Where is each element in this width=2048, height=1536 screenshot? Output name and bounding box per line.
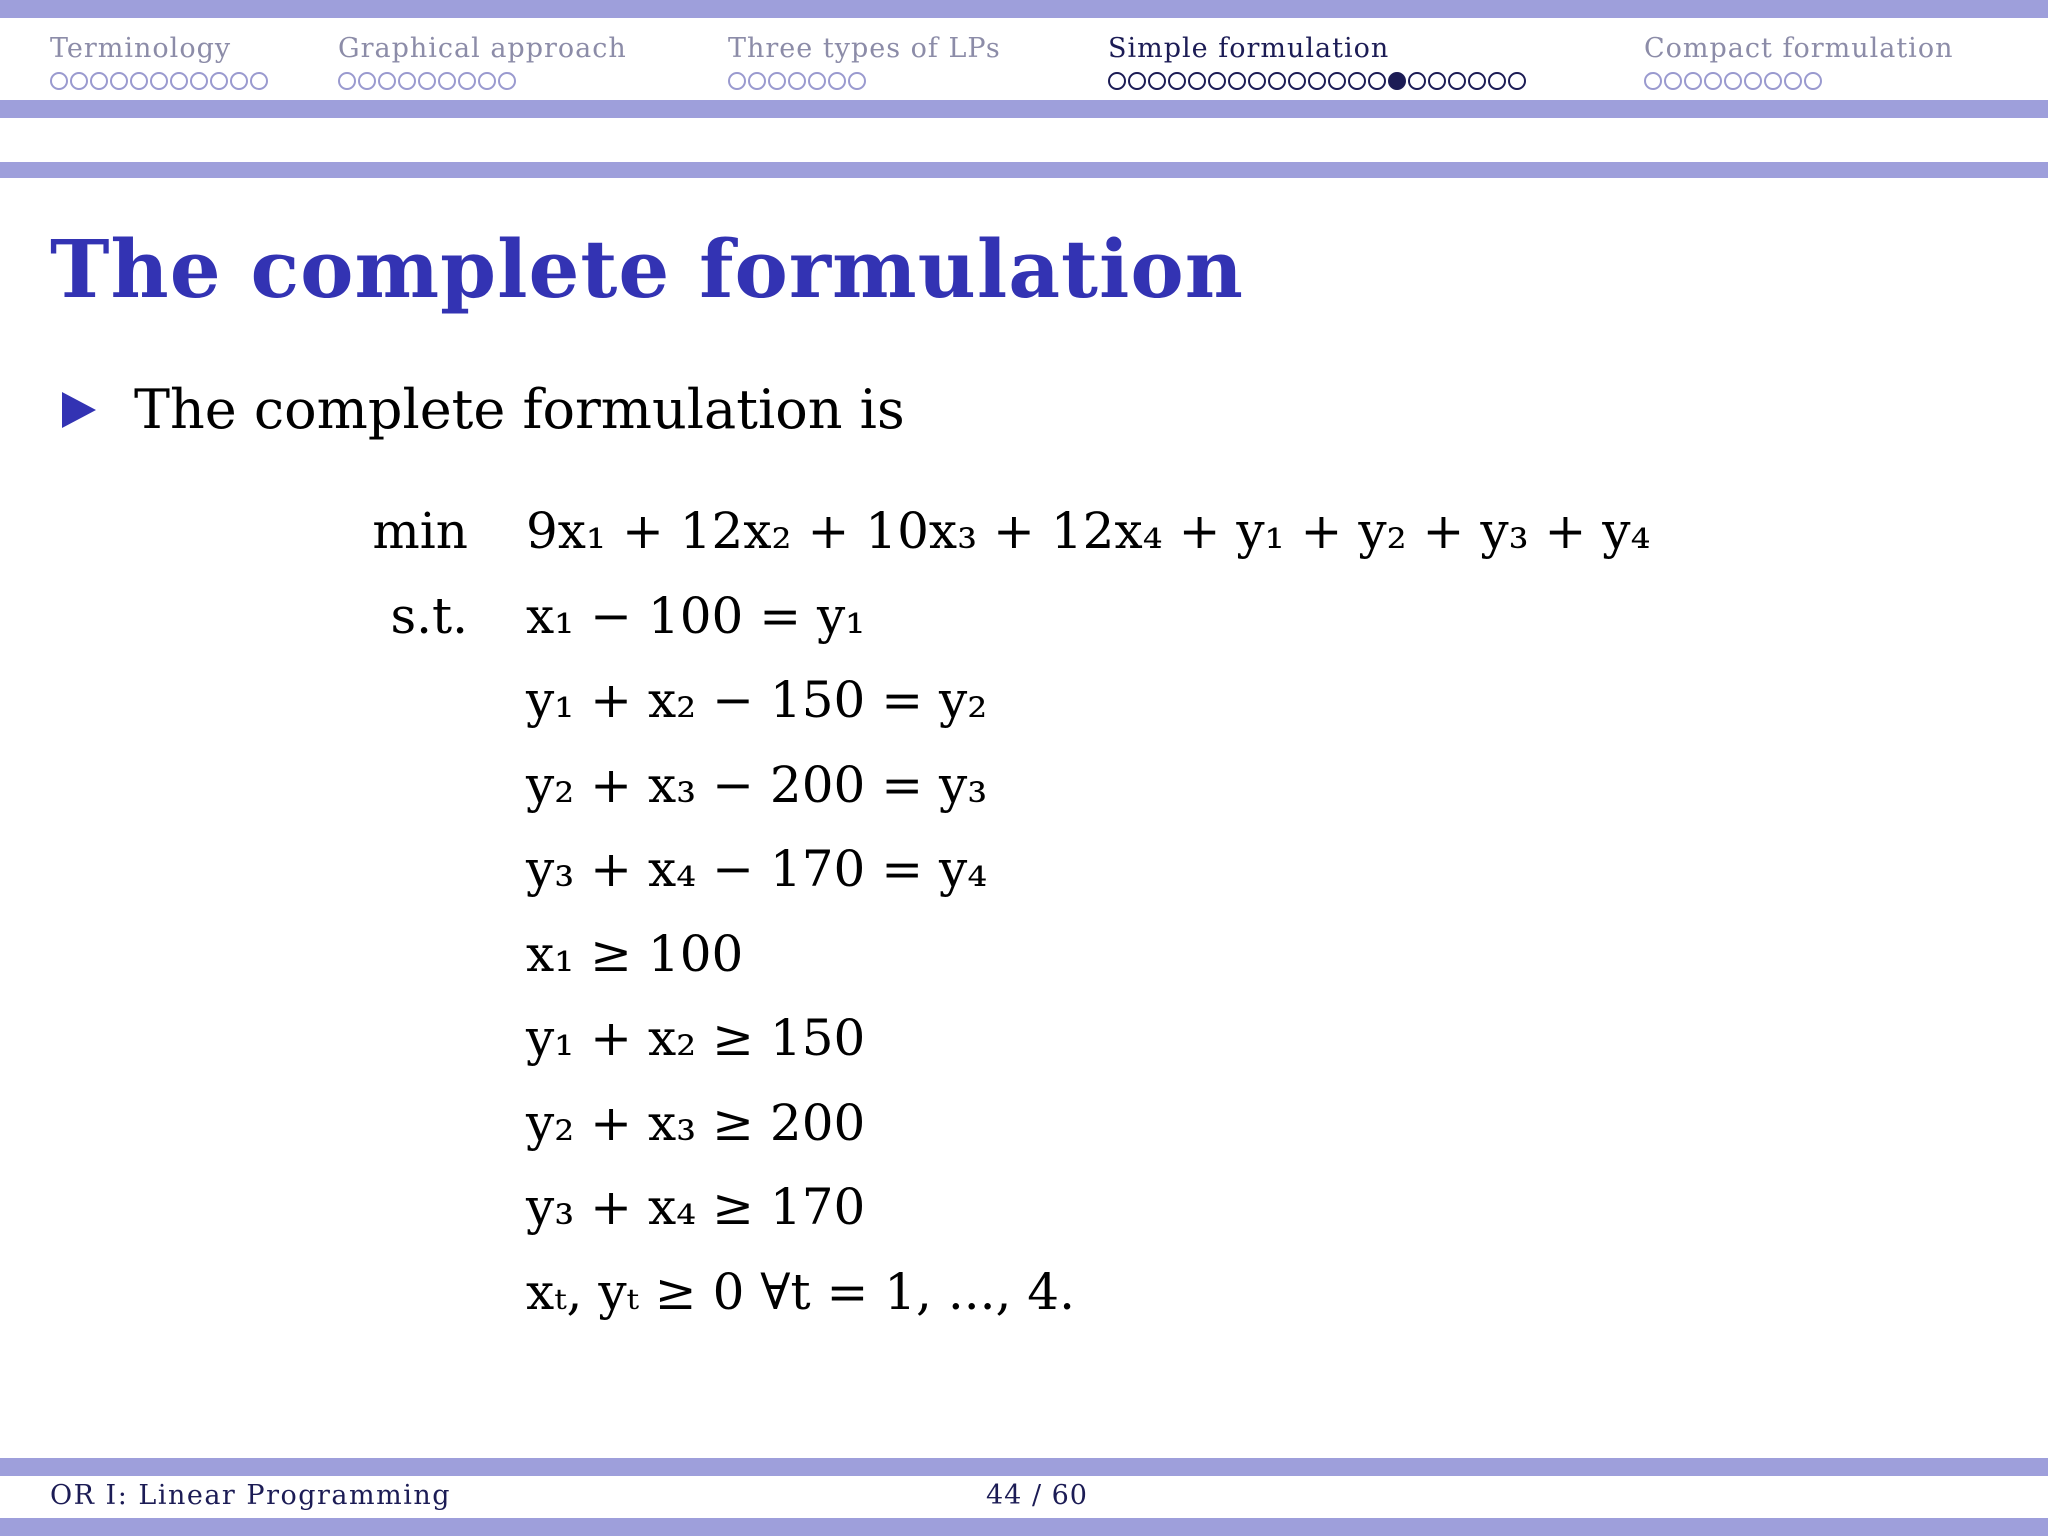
section-navigation bbox=[0, 32, 2048, 100]
nav-dot[interactable] bbox=[1308, 72, 1326, 90]
nav-dot[interactable] bbox=[1644, 72, 1662, 90]
nav-section-label: Terminology bbox=[50, 33, 232, 64]
objective-expression: 9x₁ + 12x₂ + 10x₃ + 12x₄ + y₁ + y₂ + y₃ + y₄ bbox=[526, 502, 1651, 560]
title-band bbox=[0, 162, 2048, 178]
constraints-label: s.t. bbox=[390, 586, 468, 645]
constraint-expression: y₂ + x₃ ≥ 200 bbox=[526, 1093, 866, 1152]
lp-formulation bbox=[300, 496, 1800, 1341]
nav-dot[interactable] bbox=[338, 72, 356, 90]
nav-dot[interactable] bbox=[1428, 72, 1446, 90]
nav-dot[interactable] bbox=[458, 72, 476, 90]
bullet-text: The complete formulation is bbox=[134, 378, 905, 441]
nav-section-dots bbox=[338, 70, 627, 92]
nav-dot[interactable] bbox=[1368, 72, 1386, 90]
nav-dot[interactable] bbox=[1684, 72, 1702, 90]
constraint-expression: x₁ ≥ 100 bbox=[526, 924, 744, 983]
nav-dot[interactable] bbox=[1744, 72, 1762, 90]
nav-dot[interactable] bbox=[378, 72, 396, 90]
nav-dot[interactable] bbox=[478, 72, 496, 90]
constraint-row bbox=[300, 665, 1800, 750]
bullet-item bbox=[62, 378, 905, 441]
constraint-row bbox=[300, 919, 1800, 1004]
nav-dot[interactable] bbox=[1148, 72, 1166, 90]
nav-dot[interactable] bbox=[70, 72, 88, 90]
nav-dot[interactable] bbox=[808, 72, 826, 90]
nav-dot[interactable] bbox=[1208, 72, 1226, 90]
nav-dot[interactable] bbox=[748, 72, 766, 90]
nav-dot[interactable] bbox=[90, 72, 108, 90]
nav-dot[interactable] bbox=[1468, 72, 1486, 90]
constraint-row bbox=[300, 1257, 1800, 1342]
nav-dot-current[interactable] bbox=[1388, 72, 1406, 90]
nav-dot[interactable] bbox=[190, 72, 208, 90]
constraint-row bbox=[300, 1003, 1800, 1088]
objective-row bbox=[300, 496, 1800, 581]
nav-dot[interactable] bbox=[398, 72, 416, 90]
nav-dot[interactable] bbox=[130, 72, 148, 90]
constraint-expression: y₁ + x₂ − 150 = y₂ bbox=[526, 671, 988, 729]
nav-dot[interactable] bbox=[828, 72, 846, 90]
header-band-top bbox=[0, 0, 2048, 18]
nav-dot[interactable] bbox=[1804, 72, 1822, 90]
nav-dot[interactable] bbox=[230, 72, 248, 90]
header-band-bottom bbox=[0, 100, 2048, 118]
nav-section-label: Graphical approach bbox=[338, 33, 627, 64]
nav-section-label: Simple formulation bbox=[1108, 33, 1390, 64]
nav-dot[interactable] bbox=[438, 72, 456, 90]
constraint-expression: x₁ − 100 = y₁ bbox=[526, 586, 866, 645]
nav-dot[interactable] bbox=[358, 72, 376, 90]
nav-section-dots bbox=[1108, 70, 1526, 92]
nav-dot[interactable] bbox=[728, 72, 746, 90]
nav-dot[interactable] bbox=[150, 72, 168, 90]
constraint-row bbox=[300, 1172, 1800, 1257]
nav-dot[interactable] bbox=[1508, 72, 1526, 90]
constraint-row bbox=[300, 1088, 1800, 1173]
nav-section-dots bbox=[1644, 70, 1953, 92]
nav-dot[interactable] bbox=[1408, 72, 1426, 90]
constraint-expression: y₃ + x₄ ≥ 170 bbox=[526, 1178, 866, 1236]
nav-dot[interactable] bbox=[1348, 72, 1366, 90]
nav-section-dots bbox=[728, 70, 1001, 92]
nav-dot[interactable] bbox=[1288, 72, 1306, 90]
constraint-row bbox=[300, 750, 1800, 835]
constraint-expression: y₂ + x₃ − 200 = y₃ bbox=[526, 755, 988, 814]
nav-section-terminology[interactable] bbox=[50, 32, 268, 92]
constraint-row bbox=[300, 834, 1800, 919]
footer-course-title: OR I: Linear Programming bbox=[50, 1480, 452, 1511]
nav-dot[interactable] bbox=[1228, 72, 1246, 90]
nav-dot[interactable] bbox=[1328, 72, 1346, 90]
nav-dot[interactable] bbox=[1664, 72, 1682, 90]
nav-section-dots bbox=[50, 70, 268, 92]
nonnegativity-constraint: xₜ, yₜ ≥ 0 ∀t = 1, ..., 4. bbox=[526, 1262, 1075, 1321]
bullet-triangle-icon bbox=[62, 392, 96, 428]
nav-dot[interactable] bbox=[110, 72, 128, 90]
nav-section-label: Compact formulation bbox=[1644, 33, 1954, 64]
nav-dot[interactable] bbox=[250, 72, 268, 90]
nav-dot[interactable] bbox=[1784, 72, 1802, 90]
nav-dot[interactable] bbox=[1448, 72, 1466, 90]
nav-section-graphical-approach[interactable] bbox=[338, 32, 627, 92]
nav-dot[interactable] bbox=[1268, 72, 1286, 90]
nav-dot[interactable] bbox=[50, 72, 68, 90]
nav-dot[interactable] bbox=[170, 72, 188, 90]
nav-dot[interactable] bbox=[1248, 72, 1266, 90]
nav-dot[interactable] bbox=[1188, 72, 1206, 90]
frame-title: The complete formulation bbox=[50, 222, 1244, 316]
nav-dot[interactable] bbox=[768, 72, 786, 90]
nav-dot[interactable] bbox=[1128, 72, 1146, 90]
nav-dot[interactable] bbox=[788, 72, 806, 90]
constraint-expression: y₁ + x₂ ≥ 150 bbox=[526, 1009, 866, 1067]
nav-dot[interactable] bbox=[418, 72, 436, 90]
footer-band-bottom bbox=[0, 1518, 2048, 1536]
nav-section-three-types[interactable] bbox=[728, 32, 1001, 92]
nav-dot[interactable] bbox=[1488, 72, 1506, 90]
nav-dot[interactable] bbox=[498, 72, 516, 90]
nav-dot[interactable] bbox=[1724, 72, 1742, 90]
nav-dot[interactable] bbox=[848, 72, 866, 90]
nav-dot[interactable] bbox=[210, 72, 228, 90]
constraint-expression: y₃ + x₄ − 170 = y₄ bbox=[526, 840, 988, 898]
constraint-row bbox=[300, 581, 1800, 666]
nav-dot[interactable] bbox=[1108, 72, 1126, 90]
footer-page-number: 44 / 60 bbox=[986, 1480, 1088, 1511]
nav-dot[interactable] bbox=[1168, 72, 1186, 90]
nav-section-simple-formulation[interactable] bbox=[1108, 32, 1526, 92]
nav-section-compact-formulation[interactable] bbox=[1644, 32, 1953, 92]
footer-band-top bbox=[0, 1458, 2048, 1476]
nav-dot[interactable] bbox=[1704, 72, 1722, 90]
objective-label: min bbox=[372, 502, 468, 560]
nav-dot[interactable] bbox=[1764, 72, 1782, 90]
nav-section-label: Three types of LPs bbox=[728, 33, 1001, 64]
